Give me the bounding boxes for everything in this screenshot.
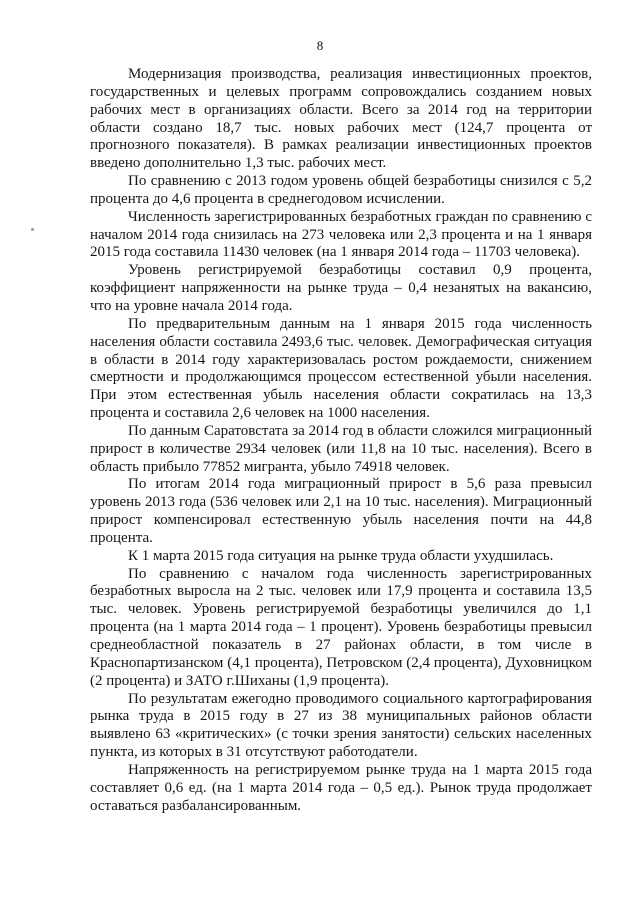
document-body (90, 66, 592, 815)
paragraph: По результатам ежегодно проводимого социального картографирования рынка труда в 2015 году в 27 из 38 муниципальных районов области выявлено 63 «критических» (с точки зрения занятости) сельских населенных пункта, из которых в 31 отсутствуют работодатели. (90, 690, 592, 761)
paragraph: Уровень регистрируемой безработицы составил 0,9 процента, коэффициент напряженности на рынке труда – 0,4 незанятых на вакансию, что на уровне начала 2014 года. (90, 262, 592, 314)
paragraph: По предварительным данным на 1 января 2015 года численность населения области составила 2493,6 тыс. человек. Демографическая ситуация в области в 2014 году характеризовалась ростом рождаемости, снижением смертности и продолжающимся процессом естественной убыли населения. При этом естественная убыль населения области сократилась на 13,3 процента и составила 2,6 человек на 1000 населения. (90, 315, 592, 422)
paragraph: Напряженность на регистрируемом рынке труда на 1 марта 2015 года составляет 0,6 ед. (на 1 марта 2014 года – 0,5 ед.). Рынок труда продолжает оставаться разбалансированным. (90, 761, 592, 814)
paragraph: По данным Саратовстата за 2014 год в области сложился миграционный прирост в количестве 2934 человек (или 11,8 на 10 тыс. населения). Всего в область прибыло 77852 мигранта, убыло 74918 человек. (90, 422, 592, 475)
paragraph: Модернизация производства, реализация инвестиционных проектов, государственных и целевых программ сопровождались созданием новых рабочих мест в организациях области. Всего за 2014 год на территории области создано 18,7 тыс. новых рабочих мест (124,7 процента от прогнозного показателя). В рамках реализации инвестиционных проектов введено дополнительно 1,3 тыс. рабочих мест. (90, 66, 592, 172)
scan-speck (31, 228, 34, 231)
page-number: 8 (316, 38, 324, 53)
paragraph: Численность зарегистрированных безработных граждан по сравнению с началом 2014 года снизилась на 273 человека или 2,3 процента и на 1 января 2015 года составила 11430 человек (на 1 января 2014 года – 11703 человека). (90, 208, 592, 261)
paragraph: По сравнению с 2013 годом уровень общей безработицы снизился с 5,2 процента до 4,6 процента в среднегодовом исчислении. (90, 173, 592, 207)
paragraph: По итогам 2014 года миграционный прирост в 5,6 раза превысил уровень 2013 года (536 человек или 2,1 на 10 тыс. населения). Миграционный прирост компенсировал естественную убыль населения почти на 44,8 процента. (90, 476, 592, 546)
paragraph: К 1 марта 2015 года ситуация на рынке труда области ухудшилась. (128, 547, 554, 564)
paragraph: По сравнению с началом года численность зарегистрированных безработных выросла на 2 тыс. человек или 17,9 процента и составила 13,5 тыс. человек. Уровень регистрируемой безработицы увеличился до 1,1 процента (на 1 марта 2014 года – 1 процент). Уровень безработицы превысил среднеобластной показатель в 27 районах области, в том числе в Краснопартизанском (4,1 процента), Петровском (2,4 процента), Духовницком (2 процента) и ЗАТО г.Шиханы (1,9 процента). (90, 565, 592, 689)
